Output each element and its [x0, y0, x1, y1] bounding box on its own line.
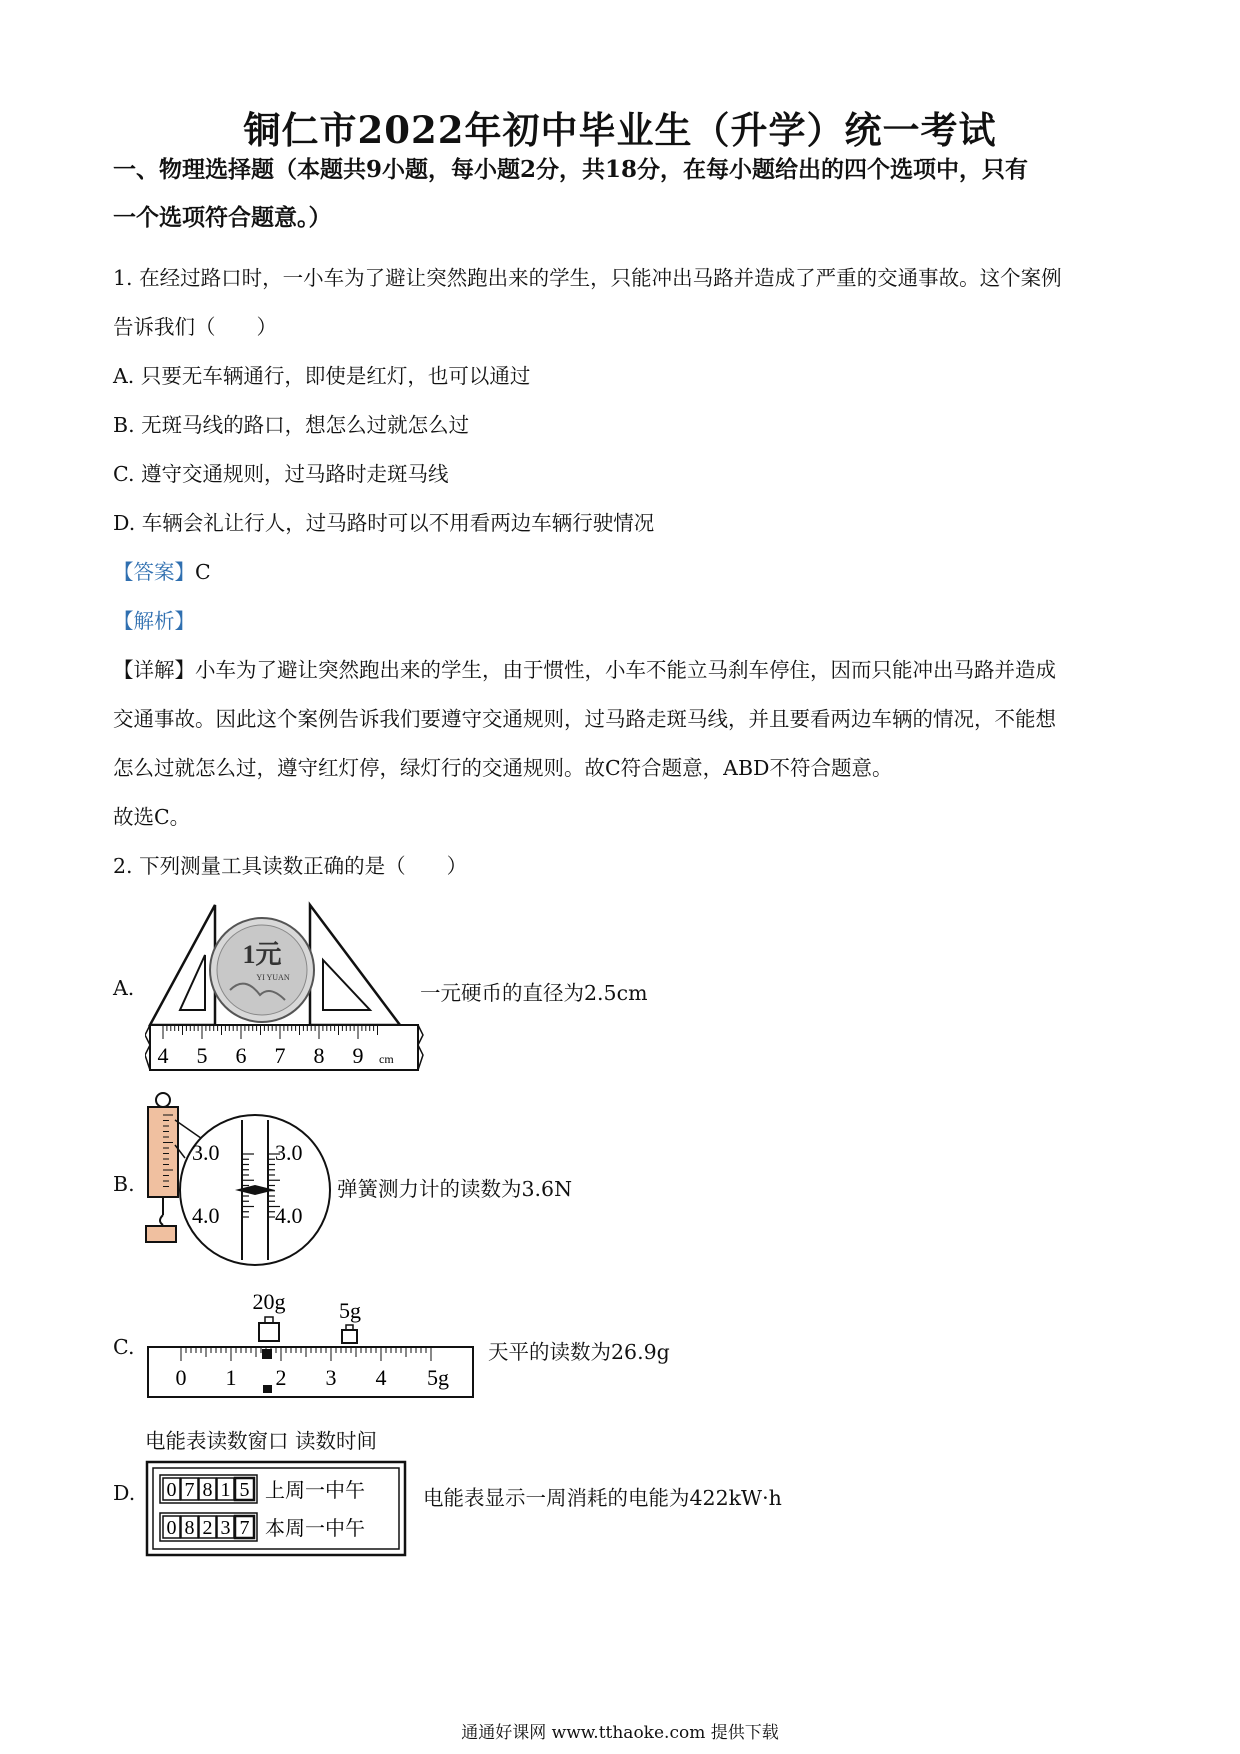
meter-time: 上周一中午: [265, 1480, 365, 1502]
ruler-coin-figure: [145, 895, 425, 1080]
ruler-number: 5: [196, 1043, 208, 1068]
scale-label: 3.0: [275, 1140, 303, 1165]
scale-number: 1: [225, 1365, 237, 1390]
spring-scale-figure: [140, 1090, 340, 1275]
meter-digit: 1: [220, 1479, 231, 1501]
meter-digit: 7: [239, 1517, 250, 1539]
scale-label: 4.0: [192, 1203, 220, 1228]
ruler-unit: cm: [379, 1052, 394, 1066]
q2-option-c-caption: 天平的读数为26.9g: [488, 1340, 670, 1364]
answer-tag: 【答案】: [113, 560, 195, 584]
q1-stem-line1: 1. 在经过路口时，一小车为了避让突然跑出来的学生，只能冲出马路并造成了严重的交通事故。这个案例: [113, 266, 1062, 290]
analysis-tag: 【解析】: [113, 609, 195, 633]
q2-option-d-caption: 电能表显示一周消耗的电能为422kW·h: [423, 1486, 782, 1510]
meter-digit: 8: [184, 1517, 195, 1539]
coin-value-text: 1元: [242, 940, 282, 969]
beam-scale: [148, 1347, 473, 1397]
ruler-number: 4: [157, 1043, 169, 1068]
section-heading-line1: 一、物理选择题（本题共9小题，每小题2分，共18分，在每小题给出的四个选项中，只有: [113, 156, 1029, 183]
rider: [262, 1349, 272, 1359]
ruler-number: 7: [274, 1043, 286, 1068]
q1-answer: [113, 548, 211, 597]
ruler-number: 8: [313, 1043, 325, 1068]
q2-stem: 2. 下列测量工具读数正确的是（ ）: [113, 854, 468, 878]
q2-option-a-caption: 一元硬币的直径为2.5cm: [420, 981, 648, 1005]
hanging-weight: [146, 1226, 176, 1242]
q1-option-c: C. 遵守交通规则，过马路时走斑马线: [113, 462, 449, 486]
q1-detail-line3: 怎么过就怎么过，遵守红灯停，绿灯行的交通规则。故C符合题意，ABD不符合题意。: [113, 756, 893, 780]
meter-digit: 5: [239, 1479, 250, 1501]
q2-option-b-label: B.: [113, 1172, 135, 1196]
meter-digit: 8: [202, 1479, 213, 1501]
ruler-number: 6: [235, 1043, 247, 1068]
q1-stem-line2: 告诉我们（ ）: [113, 315, 277, 339]
scale-number: 2: [275, 1365, 287, 1390]
q2-option-c-label: C.: [113, 1335, 135, 1359]
weight-20g: [259, 1323, 279, 1341]
scale-number: 4: [375, 1365, 387, 1390]
ruler-number: 9: [352, 1043, 364, 1068]
weight-label: 5g: [339, 1298, 361, 1323]
page-footer: 通通好课网 www.tthaoke.com 提供下载: [461, 1723, 779, 1743]
coin-sub-text: YI YUAN: [256, 973, 290, 982]
q2-option-b-caption: 弹簧测力计的读数为3.6N: [337, 1177, 573, 1201]
q2-option-a-label: A.: [113, 976, 135, 1000]
q1-option-a: A. 只要无车辆通行，即使是红灯，也可以通过: [113, 364, 531, 388]
scale-number: 5g: [427, 1365, 449, 1390]
meter-digit: 7: [184, 1479, 195, 1501]
meter-header: 电能表读数窗口 读数时间: [145, 1429, 378, 1453]
page-title: 铜仁市2022年初中毕业生（升学）统一考试: [243, 108, 997, 152]
scale-label: 4.0: [275, 1203, 303, 1228]
q1-option-b: B. 无斑马线的路口，想怎么过就怎么过: [113, 413, 470, 437]
meter-time: 本周一中午: [265, 1518, 365, 1540]
meter-digit: 0: [166, 1517, 177, 1539]
q1-detail-line2: 交通事故。因此这个案例告诉我们要遵守交通规则，过马路走斑马线，并且要看两边车辆的情况，不能想: [113, 707, 1056, 731]
balance-beam-figure: [145, 1285, 475, 1405]
scale-label: 3.0: [192, 1140, 220, 1165]
answer-value: C: [195, 560, 211, 584]
meter-digit: 0: [166, 1479, 177, 1501]
section-heading-line2: 一个选项符合题意。）: [113, 204, 332, 231]
electric-meter-figure: [145, 1460, 410, 1560]
q1-detail-line1: 【详解】小车为了避让突然跑出来的学生，由于惯性，小车不能立马刹车停住，因而只能冲出马路并造成: [113, 658, 1056, 682]
meter-digit: 3: [220, 1517, 231, 1539]
weight-5g: [342, 1330, 357, 1343]
q2-option-d-label: D.: [113, 1481, 136, 1505]
q1-conclusion: 故选C。: [113, 805, 191, 829]
scale-number: 0: [175, 1365, 187, 1390]
meter-digit: 2: [202, 1517, 213, 1539]
scale-number: 3: [325, 1365, 337, 1390]
weight-label: 20g: [252, 1289, 286, 1314]
q1-option-d: D. 车辆会礼让行人，过马路时可以不用看两边车辆行驶情况: [113, 511, 655, 535]
